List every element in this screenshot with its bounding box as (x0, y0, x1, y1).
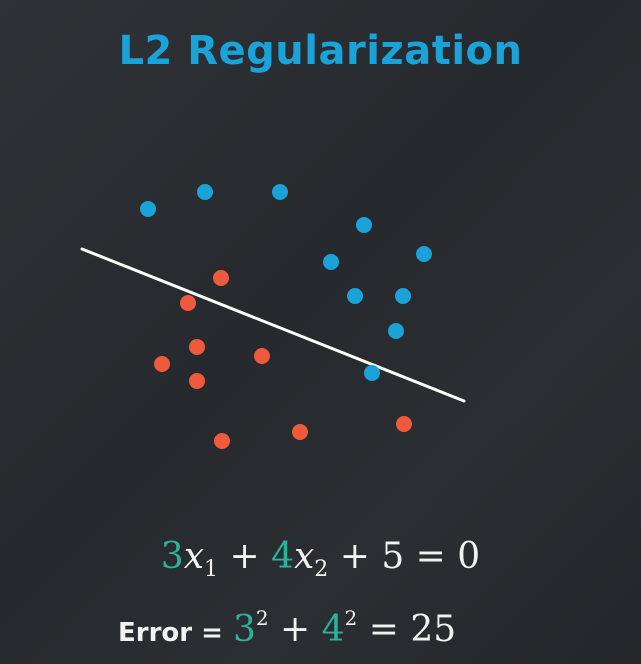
red-point-8 (292, 424, 308, 440)
decision-boundary-line (82, 249, 464, 401)
red-point-6 (189, 373, 205, 389)
variable-1: x (183, 536, 204, 577)
red-points (154, 270, 412, 449)
blue-point-8 (395, 288, 411, 304)
blue-point-3 (272, 184, 288, 200)
error-equation (118, 606, 456, 650)
red-point-3 (189, 339, 205, 355)
error-base-2: 4 (321, 609, 345, 650)
blue-point-5 (416, 246, 432, 262)
red-point-5 (154, 356, 170, 372)
plus-sign: + (218, 536, 272, 577)
subscript-1: 1 (204, 557, 218, 582)
blue-point-9 (388, 323, 404, 339)
error-exponent-2: 2 (344, 606, 358, 630)
equation-rest: + 5 = 0 (328, 536, 481, 577)
error-base-1: 3 (232, 609, 256, 650)
blue-point-2 (197, 184, 213, 200)
blue-points (140, 184, 432, 381)
red-point-4 (254, 348, 270, 364)
red-point-7 (214, 433, 230, 449)
coefficient-2: 4 (271, 536, 294, 577)
red-point-9 (396, 416, 412, 432)
variable-2: x (293, 536, 315, 577)
subscript-2: 2 (314, 557, 329, 582)
slide-title: L2 Regularization (118, 28, 523, 74)
red-point-2 (180, 295, 196, 311)
blue-point-4 (356, 217, 372, 233)
blue-point-10 (364, 365, 380, 381)
error-exponent-1: 2 (255, 606, 269, 630)
red-point-1 (213, 270, 229, 286)
error-label: Error = (118, 618, 223, 648)
blue-point-1 (140, 201, 156, 217)
blue-point-6 (323, 254, 339, 270)
line-equation (0, 536, 641, 582)
error-plus: + (268, 609, 322, 650)
coefficient-1: 3 (160, 536, 184, 577)
error-result: = 25 (357, 609, 457, 650)
blue-point-7 (347, 288, 363, 304)
